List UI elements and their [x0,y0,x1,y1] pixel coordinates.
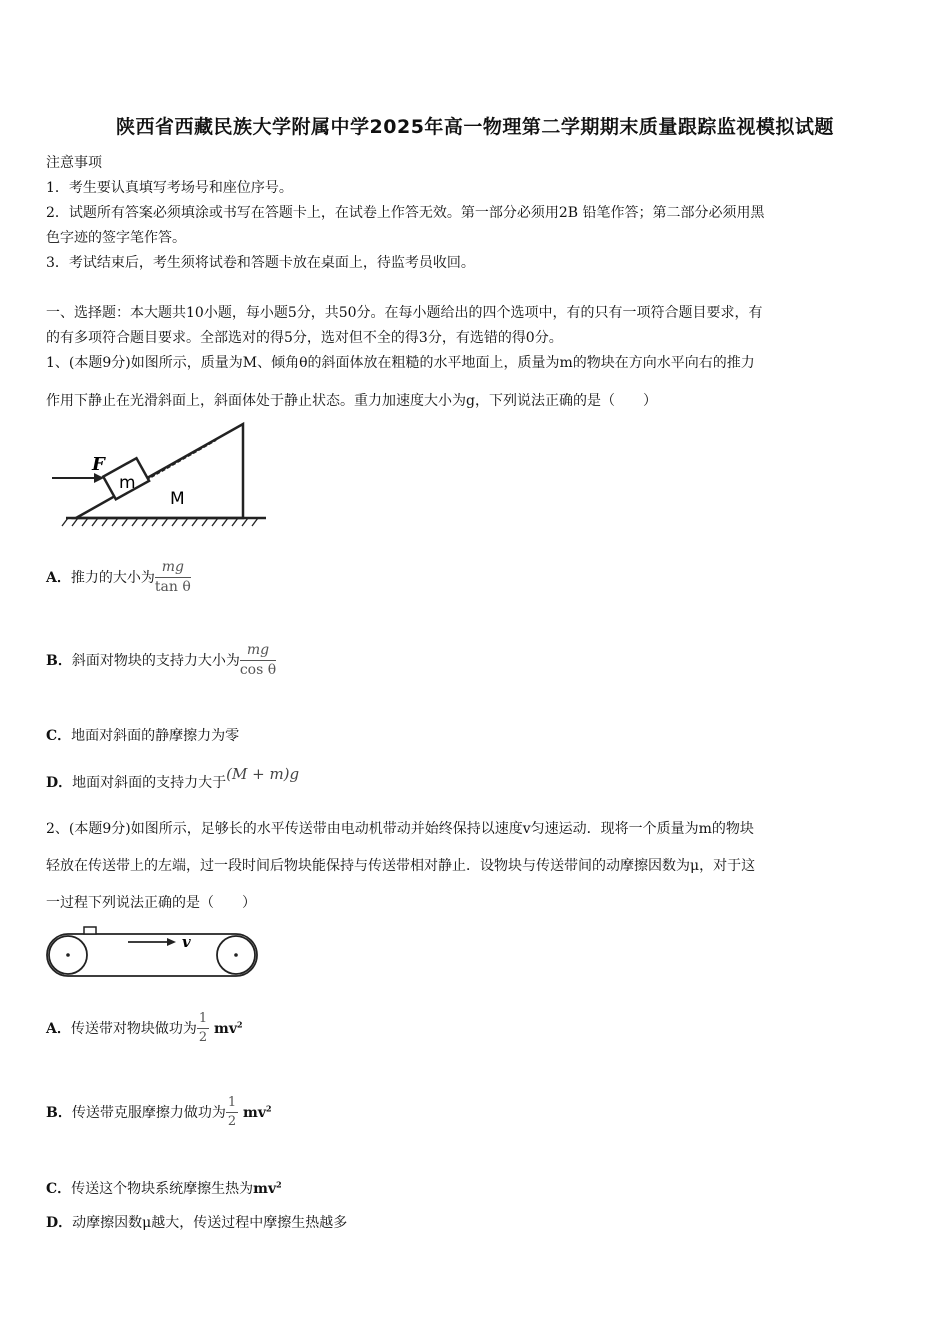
option-letter: D． [46,775,73,791]
fraction-denominator: 2 [227,1114,237,1130]
q2-stem-line: 2、(本题9分)如图所示，足够长的水平传送带由电动机带动并始终保持以速度v匀速运动．现将一个质量为m的物块 [46,821,754,837]
option-letter: A． [46,569,71,586]
q2-stem-line: 轻放在传送带上的左端，过一段时间后物块能保持与传送带相对静止．设物块与传送带间的动摩擦因数为μ，对于这 [46,858,756,874]
q1-option-d [46,765,299,792]
option-letter: B． [46,1104,72,1121]
option-text: 传送这个物块系统摩擦生热为 [71,1181,254,1197]
fraction-numerator: mg [240,643,276,661]
math-text: mv [214,1020,237,1037]
option-letter: C． [46,728,72,744]
wedge-label: M [170,489,185,509]
option-letter: D． [46,1215,73,1231]
q2-conveyor-figure [46,925,261,977]
velocity-label: v [182,933,191,951]
option-text: 推力的大小为 [70,569,155,586]
math-text: mv [253,1181,277,1197]
math-expression: (M + m)g [226,765,300,783]
section-intro-line: 一、选择题：本大题共10小题，每小题5分，共50分。在每小题给出的四个选项中，有的只有一项符合题目要求，有 [46,305,763,321]
q1-stem-line: 1、(本题9分)如图所示，质量为M、倾角θ的斜面体放在粗糙的水平地面上，质量为m的物块在方向水平向右的推力 [46,355,755,371]
option-text: 地面对斜面的支持力大于 [72,775,227,791]
fraction [197,1012,209,1046]
option-text: 动摩擦因数μ越大，传送过程中摩擦生热越多 [72,1215,348,1231]
option-text: 斜面对物块的支持力大小为 [71,652,240,669]
fraction [155,560,191,596]
option-text: 传送带克服摩擦力做功为 [71,1104,226,1121]
q2-option-c [46,1178,282,1198]
superscript: 2 [236,1019,243,1030]
q2-option-a [46,1012,243,1046]
notice-item: 1．考生要认真填写考场号和座位序号。 [46,180,293,196]
fraction-denominator: cos θ [239,662,277,679]
fraction [240,643,276,679]
fraction-numerator: mg [155,560,191,578]
block [84,927,96,934]
option-text: 地面对斜面的静摩擦力为零 [71,728,240,744]
notice-item: 2．试题所有答案必须填涂或书写在答题卡上，在试卷上作答无效。第一部分必须用2B 铅笔作答；第二部分必须用黑 [46,205,765,221]
section-intro-line: 的有多项符合题目要求。全部选对的得5分，选对但不全的得3分，有选错的得0分。 [46,330,563,346]
q1-option-a [46,560,191,596]
block-label: m [119,473,136,493]
math-text: mv [243,1104,266,1121]
conveyor-belt [47,934,257,976]
notice-heading: 注意事项 [46,155,102,171]
fraction [226,1096,238,1130]
fraction-denominator: tan θ [154,579,191,596]
superscript: 2 [265,1103,272,1114]
option-letter: A． [46,1020,71,1037]
q2-stem-line: 一过程下列说法正确的是（ ） [46,895,256,911]
fraction-numerator: 1 [226,1096,238,1113]
force-label: F [92,454,105,475]
q2-option-d [46,1212,347,1232]
notice-item: 3．考试结束后，考生须将试卷和答题卡放在桌面上，待监考员收回。 [46,255,475,271]
option-letter: C． [46,1181,72,1197]
superscript: 2 [276,1179,282,1190]
q1-option-b [46,643,276,679]
page-title: 陕西省西藏民族大学附属中学2025年高一物理第二学期期末质量跟踪监视模拟试题 [116,116,834,138]
notice-item: 色字迹的签字笔作答。 [46,230,186,246]
q2-option-b [46,1096,272,1130]
option-text: 传送带对物块做功为 [70,1020,197,1037]
q1-stem-line: 作用下静止在光滑斜面上，斜面体处于静止状态。重力加速度大小为g，下列说法正确的是（ ） [46,393,657,409]
fraction-numerator: 1 [197,1012,209,1029]
fraction-denominator: 2 [198,1030,208,1046]
q1-option-c [46,725,239,745]
q1-incline-figure [46,420,271,532]
option-letter: B． [46,652,72,669]
